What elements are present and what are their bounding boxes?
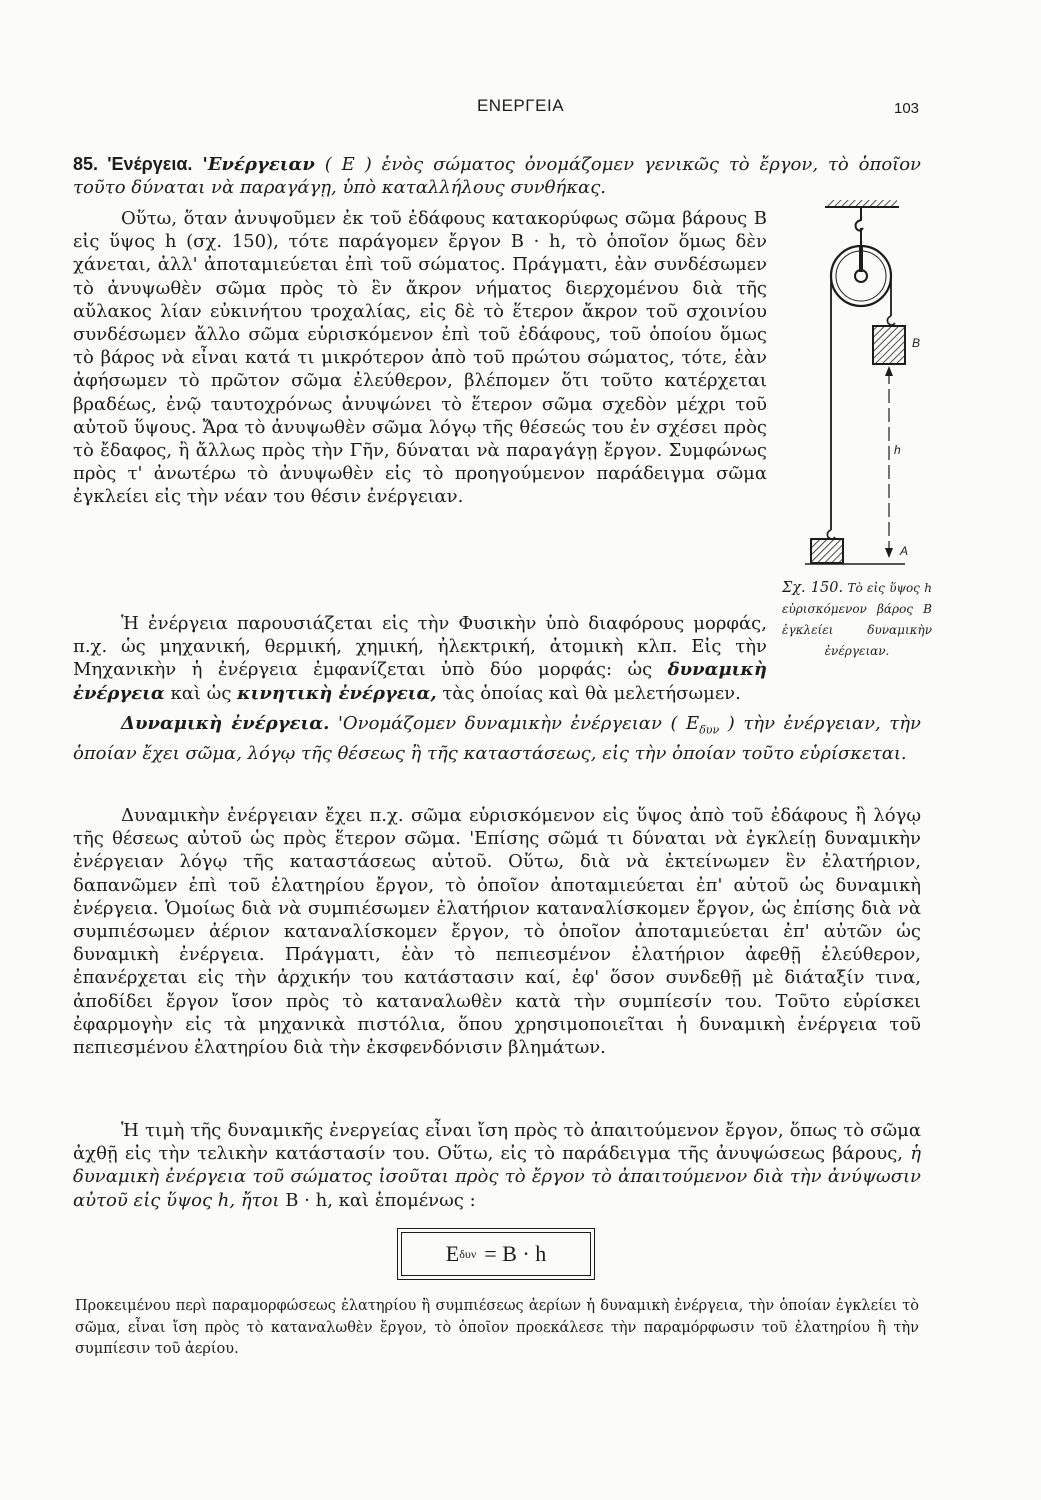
paragraph-energy-forms: Ἡ ἐνέργεια παρουσιάζεται εἰς τὴν Φυσικὴν ὑπὸ διαφόρους μορφάς, π.χ. ὡς μηχανική, θερμική, χημική, ἠλεκτρική, ἀτομικὴ κλπ. Εἰς τὴν Μηχανικὴν ἡ ἐνέργεια ἐμφανίζεται ὑπὸ δύο μορφάς: ὡς δυναμικὴ ἐνέργεια καὶ ὡς κινητικὴ ἐνέργεια, τὰς ὁποίας καὶ θὰ μελετήσωμεν. bbox=[73, 613, 767, 704]
paragraph-lifting-example: Οὕτω, ὅταν ἀνυψοῦμεν ἐκ τοῦ ἐδάφους κατακορύφως σῶμα βάρους Β εἰς ὕψος h (σχ. 150), τότε παράγομεν ἔργον Β · h, τὸ ὁποῖον ὅμως δὲν χάνεται, ἀλλ' ἀποταμιεύεται ἐπὶ τοῦ σώματος. Πράγματι, ἐὰν συνδέσωμεν τὸ ἀνυψωθὲν σῶμα πρὸς τὸ ἓν ἄκρον νήματος διερχομένου διὰ τῆς αὔλακος λίαν εὐκινήτου τροχαλίας, εἰς δὲ τὸ ἕτερον ἄκρον τοῦ σχοινίου συνδέσωμεν ἄλλο σῶμα εὑρισκόμενον ἐπὶ τοῦ ἐδάφους, τοῦ ὁποίου ὅμως τὸ βάρος νὰ εἶναι κατά τι μικρότερον ἀπὸ τοῦ πρώτου σώματος, τότε, ἐὰν ἀφήσωμεν τὸ πρῶτον σῶμα ἐλεύθερον, βλέπομεν ὅτι τοῦτο κατέρχεται βραδέως, ἐνῷ ταυτοχρόνως ἀνυψώνει τὸ ἕτερον σῶμα σχεδὸν μέχρι τοῦ αὐτοῦ ὕψους. Ἄρα τὸ ἀνυψωθὲν σῶμα λόγῳ τῆς θέσεώς του ἐν σχέσει πρὸς τὸ ἔδαφος, ἢ ἄλλως πρὸς τὴν Γῆν, δύναται νὰ παραγάγῃ ἔργον. Συμφώνως πρὸς τ' ἀνωτέρω τὸ ἀνυψωθὲν εἰς τὸ προηγούμενον παράδειγμα σῶμα ἐγκλείει εἰς τὴν νέαν του θέσιν ἐνέργειαν. bbox=[73, 208, 767, 508]
section-heading: 85. 'Ενέργεια. bbox=[73, 154, 193, 174]
footnote: Προκειμένου περὶ παραμορφώσεως ἐλατηρίου ἢ συμπιέσεως ἀερίων ἡ δυναμικὴ ἐνέργεια, τὴν ὁποίαν ἐγκλείει τὸ σῶμα, εἶναι ἴση πρὸς τὸ καταναλωθὲν ἔργον, τὸ ὁποῖον προεκάλεσε τὴν παραμόρφωσιν τοῦ ἐλατηρίου ἢ τὴν συμπίεσιν τοῦ ἀερίου. bbox=[75, 1298, 919, 1357]
paragraph-potential-definition: Δυναμικὴ ἐνέργεια. 'Ονομάζομεν δυναμικὴν ἐνέργειαν ( $E_{\delta\upsilon\nu}$ ) τὴν ἐνέργειαν, τὴν ὁποίαν ἔχει σῶμα, λόγῳ τῆς θέσεως ἢ τῆς καταστάσεως, εἰς τὴν ὁποίαν τοῦτο εὑρίσκεται. bbox=[73, 713, 921, 764]
formula-lhs: Ε bbox=[445, 1241, 460, 1266]
formula-box bbox=[397, 1228, 595, 1280]
paragraph-potential-value: Ἡ τιμὴ τῆς δυναμικῆς ἐνεργείας εἶναι ἴση πρὸς τὸ ἀπαιτούμενον ἔργον, ὅπως τὸ σῶμα ἀχθῇ εἰς τὴν τελικὴν κατάστασίν του. Οὕτω, εἰς τὸ παράδειγμα τῆς ἀνυψώσεως βάρους, ἡ δυναμικὴ ἐνέργεια τοῦ σώματος ἰσοῦται πρὸς τὸ ἔργον τὸ ἀπαιτούμενον διὰ τὴν ἀνύψωσιν αὐτοῦ εἰς ὕψος h, ἤτοι Β · h, καὶ ἑπομένως : bbox=[73, 1120, 921, 1211]
weight-small bbox=[811, 539, 843, 563]
label-h: h bbox=[894, 443, 901, 457]
height-arrow bbox=[885, 366, 893, 558]
formula-subscript: δυν bbox=[459, 1246, 477, 1261]
potential-energy-heading: Δυναμικὴ ἐνέργεια. bbox=[121, 713, 330, 734]
paragraph-potential-examples: Δυναμικὴν ἐνέργειαν ἔχει π.χ. σῶμα εὑρισκόμενον εἰς ὕψος ἀπὸ τοῦ ἐδάφους ἢ λόγῳ τῆς θέσεως αὐτοῦ ὡς πρὸς ἕτερον σῶμα. 'Επίσης σῶμά τι δύναται νὰ ἐγκλείῃ δυναμικὴν ἐνέργειαν λόγῳ τῆς καταστάσεως αὐτοῦ. Οὕτω, διὰ νὰ ἐκτείνωμεν ἓν ἐλατήριον, δαπανῶμεν ἐπὶ τοῦ ἐλατηρίου ἔργον, τὸ ὁποῖον ἀποταμιεύεται ἐπ' αὐτοῦ ὡς δυναμικὴ ἐνέργεια. Ὁμοίως διὰ νὰ συμπιέσωμεν ἐλατήριον καταναλίσκομεν ἔργον, ὡς ἐπίσης διὰ νὰ συμπιέσωμεν ἀέριον καταναλίσκομεν ἔργον, τὸ ὁποῖον ἀποταμιεύεται ἐπ' αὐτῶν ὡς δυναμικὴ ἐνέργεια. Πράγματι, ἐὰν τὸ πεπιεσμένον ἐλατήριον ἀφεθῇ ἐλεύθερον, ἐπανέρχεται εἰς τὴν ἀρχικήν του κατάστασιν καί, ἐφ' ὅσον συνδεθῇ μὲ διάταξίν τινα, ἀποδίδει ἔργον ἴσον πρὸς τὸ καταναλωθὲν κατὰ τὴν συμπίεσίν του. Τοῦτο εὑρίσκει ἐφαρμογὴν εἰς τὰ μηχανικὰ πιστόλια, ὅπου χρησιμοποιεῖται ἡ δυναμικὴ ἐνέργεια τοῦ πεπιεσμένου ἐλατηρίου διὰ τὴν ἐκσφενδόνισιν βλημάτων. bbox=[73, 805, 921, 1059]
page-number: 103 bbox=[894, 100, 920, 117]
formula-rhs: = Β · h bbox=[484, 1241, 547, 1266]
definition-term: 'Ενέργειαν bbox=[202, 154, 315, 175]
intro-definition bbox=[73, 153, 921, 199]
ceiling-mount bbox=[825, 200, 899, 207]
weight-b bbox=[873, 326, 905, 364]
figure-caption bbox=[782, 578, 932, 662]
pulley-wheel bbox=[831, 246, 891, 306]
label-b: B bbox=[912, 336, 921, 350]
figure-caption-text: Τὸ εἰς ὕψος h εὑρισκόμενον βάρος Β ἐγκλείει δυναμικὴν ἐνέργειαν. bbox=[782, 581, 932, 658]
figure-caption-number: Σχ. 150. bbox=[782, 580, 844, 596]
hook-icon bbox=[856, 208, 863, 231]
label-a: A bbox=[900, 544, 909, 558]
pulley-figure bbox=[805, 200, 935, 570]
definition-text: ( Ε ) ἑνὸς σώματος ὀνομάζομεν γενικῶς τὸ ἔργον, τὸ ὁποῖον τοῦτο δύναται νὰ παραγάγῃ, ὑπὸ καταλλήλους συνθήκας. bbox=[73, 154, 922, 199]
page-header-title: ΕΝΕΡΓΕΙΑ bbox=[476, 96, 565, 115]
